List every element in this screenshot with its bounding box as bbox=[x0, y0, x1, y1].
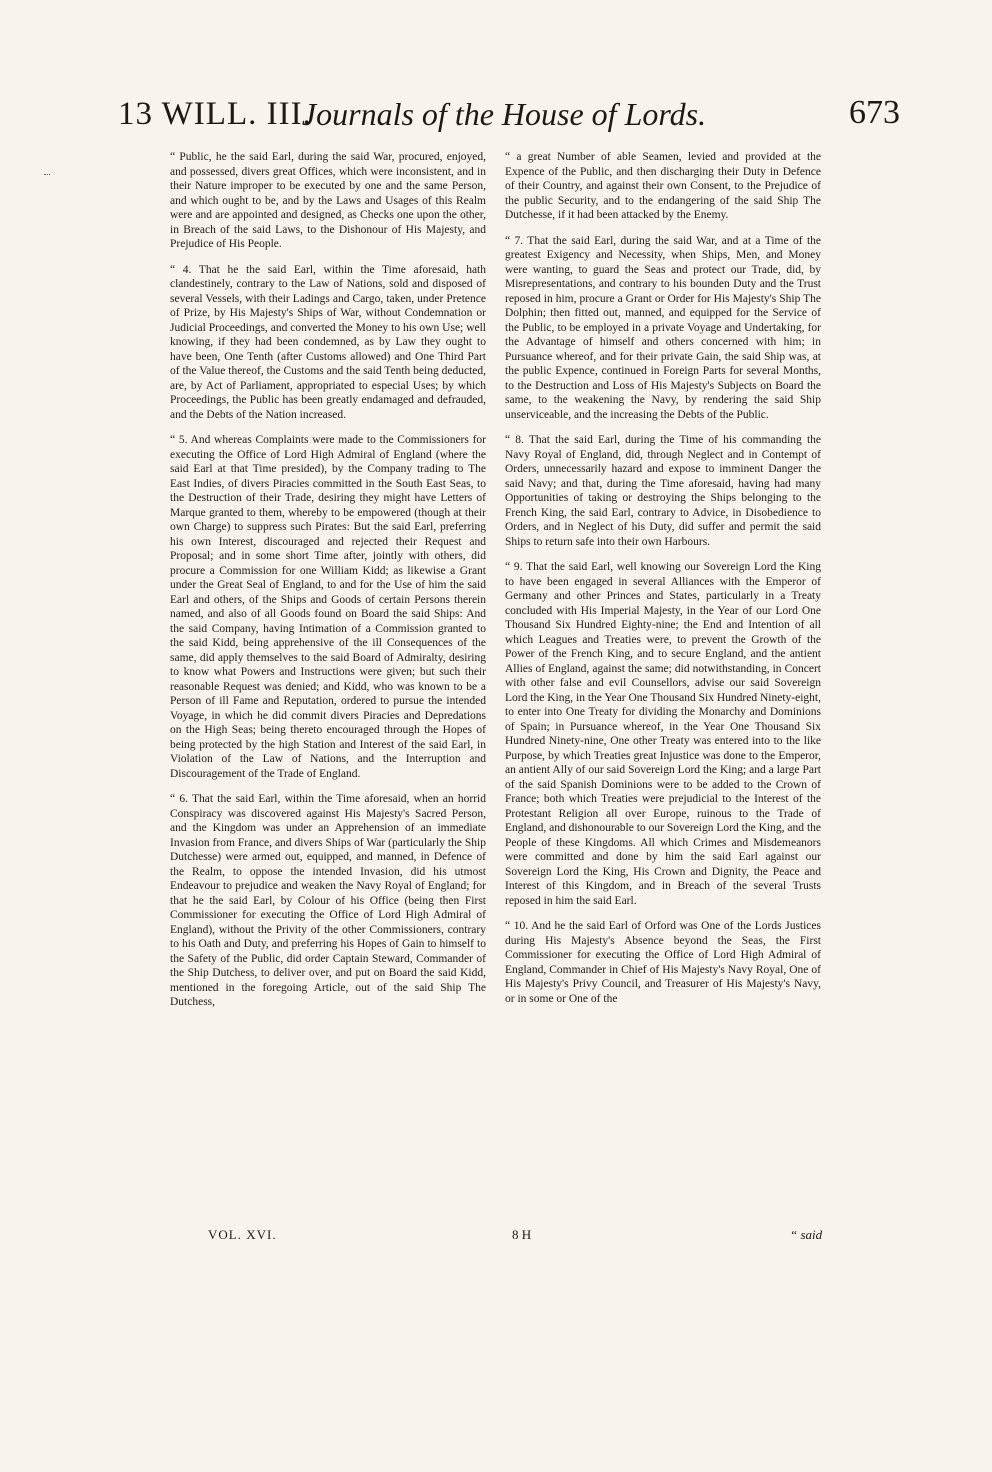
paragraph: “ 4. That he the said Earl, within the Time aforesaid, hath clandestinely, contrary to the Law of Nations, sold and disposed of several Vessels, with their Ladings and Cargo, taken, under Pretence of Prize, by His Majesty's Ships of War, without Condemnation or Judicial Proceedings, and converted the Money to his own Use; well knowing, if they had been condemned, as by Law they ought to have been, One Tenth (after Customs allowed) and One Third Part of the Value thereof, the Customs and the said Tenth being deducted, are, by Act of Parliament, appropriated to especial Uses; by which Proceedings, the Public has been greatly endamaged and defrauded, and the Debts of the Nation increased. bbox=[170, 263, 486, 421]
paragraph: “ 5. And whereas Complaints were made to the Commissioners for executing the Office of Lord High Admiral of England (where the said Earl at that Time presided), by the Company trading to The East Indies, of divers Piracies committed in the South East Seas, to the Destruction of their Trade, desiring they might have Letters of Marque granted to them, whereby to be empowered (though at their own Charge) to suppress such Pirates: But the said Earl, preferring his own Interest, discouraged and rejected their Request and Proposal; and in some short Time after, jointly with others, did procure a Commission for one William Kidd; as likewise a Grant under the Great Seal of England, to and for the Use of him the said Earl and others, of the Ships and Goods of certain Persons therein named, and also of all Goods found on Board the said Ships: And the said Company, having Intimation of a Commission granted to the said Kidd, being apprehensive of the ill Consequences of the same, did apply themselves to the said Board of Admiralty, desiring to know what Powers and Instructions were given; but such their reasonable Request was denied; and Kidd, who was known to be a Person of ill Fame and Reputation, ordered to pursue the intended Voyage, in which he did commit divers Piracies and Depredations on the High Seas; being thereto encouraged through the Hopes of being protected by the high Station and Interest of the said Earl, in Violation of the Law of Nations, and the Interruption and Discouragement of the Trade of England. bbox=[170, 434, 486, 780]
left-column bbox=[170, 150, 486, 1021]
paragraph: “ 8. That the said Earl, during the Time of his commanding the Navy Royal of England, did, through Neglect and in Contempt of Orders, unnecessarily hazard and expose to imminent Danger the said Navy; and that, during the Time aforesaid, having had many Opportunities of taking or destroying the Ships belonging to the French King, the said Earl, contrary to Advice, in Disobedience to Orders, and in Neglect of his Duty, did suffer and permit the said Ships to return safe into their own Harbours. bbox=[505, 434, 821, 548]
page-header bbox=[118, 88, 900, 148]
paragraph: “ 6. That the said Earl, within the Time aforesaid, when an horrid Conspiracy was discovered against His Majesty's Sacred Person, and the Kingdom was under an Apprehension of an immediate Invasion from France, and divers Ships of War (particularly the Ship Dutchesse) were armed out, equipped, and manned, in Defence of the Realm, to oppose the intended Invasion, did his utmost Endeavour to prejudice and weaken the Navy Royal of England; for that he the said Earl, by Colour of his Office (being then First Commissioner for executing the Office of Lord High Admiral of England), without the Privity of the other Commissioners, contrary to his Oath and Duty, and preferring his Hopes of Gain to himself to the Safety of the Public, did order Captain Steward, Commander of the Ship Dutchess, to deliver over, and put on Board the said Kidd, mentioned in the foregoing Article, out of the said Ship The Dutchess, bbox=[170, 793, 486, 1008]
running-title: Journals of the House of Lords. bbox=[301, 96, 707, 132]
paragraph: “ 9. That the said Earl, well knowing our Sovereign Lord the King to have been engaged in several Alliances with the Emperor of Germany and other Princes and States, particularly in a Treaty concluded with His Imperial Majesty, in the Year of our Lord One Thousand Six Hundred Eighty-nine; the End and Intention of all which Leagues and Treaties were, to prevent the Growth of the Power of the French King, and to secure England, and the antient Allies of England, against the same; did notwithstanding, in Concert with other false and evil Counsellors, advise our said Sovereign Lord the King, in the Year One Thousand Six Hundred Ninety-eight, to enter into One Treaty for dividing the Monarchy and Dominions of Spain; in Pursuance whereof, in the Year One Thousand Six Hundred Ninety-nine, One other Treaty was entered into to the like Purpose, by which Treaties great Injustice was done to the Emperor, an antient Ally of our said Sovereign Lord the King; and a large Part of the said Spanish Dominions were to be added to the Crown of France; both which Treaties were prejudicial to the Interest of the Protestant Religion all over Europe, ruinous to the Trade of England, and dishonourable to our Sovereign Lord the King, and the People of these Kingdoms. All which Crimes and Misdemeanors were committed and done by him the said Earl against our Sovereign Lord the King, His Crown and Dignity, the Peace and Interest of this Kingdom, and in Breach of the several Trusts reposed in him the said Earl. bbox=[505, 561, 821, 907]
paragraph: “ Public, he the said Earl, during the said War, procured, enjoyed, and possessed, divers great Offices, which were inconsistent, and in their Nature improper to be executed by one and the same Person, and which ought to be, and by the Laws and Usages of this Realm were and are appointed and designed, as Checks one upon the other, in Breach of the said Laws, to the Dishonour of His Majesty, and Prejudice of His People. bbox=[170, 151, 486, 250]
paragraph: “ a great Number of able Seamen, levied and provided at the Expence of the Public, and then discharging their Duty in Defence of their Country, and against their own Consent, to the Prejudice of the public Security, and to the endangering of the said Ship The Dutchesse, if it had been attacked by the Enemy. bbox=[505, 151, 821, 221]
page-number: 673 bbox=[849, 94, 900, 131]
regnal-year: 13 WILL. III. bbox=[118, 96, 312, 132]
signature-mark: 8 H bbox=[512, 1227, 532, 1242]
catchword: “ said bbox=[790, 1227, 823, 1242]
margin-mark bbox=[44, 174, 50, 179]
right-column bbox=[505, 150, 821, 1017]
volume-label: VOL. XVI. bbox=[208, 1227, 277, 1242]
paragraph: “ 10. And he the said Earl of Orford was One of the Lords Justices during His Majesty's Absence beyond the Seas, the First Commissioner for executing the Office of Lord High Admiral of England, Commander in Chief of His Majesty's Navy Royal, One of His Majesty's Privy Council, and Treasurer of His Majesty's Navy, or in some or One of the bbox=[505, 920, 821, 1005]
paragraph: “ 7. That the said Earl, during the said War, and at a Time of the greatest Exigency and Necessity, when Ships, Men, and Money were wanting, to guard the Seas and protect our Trade, did, by Misrepresentations, and contrary to his bounden Duty and the Trust reposed in him, procure a Grant or Order for His Majesty's Ship The Dolphin; then fitted out, manned, and equipped for the Service of the Public, to be employed in a private Voyage and Undertaking, for the Advantage of himself and others concerned with him; in Pursuance whereof, and for their private Gain, the said Ship was, at the public Expence, continued in Foreign Parts for several Months, to the Destruction and Loss of His Majesty's Subjects on Board the same, to the weakening the Navy, by rendering the said Ship unserviceable, and the increasing the Debts of the Public. bbox=[505, 234, 821, 421]
